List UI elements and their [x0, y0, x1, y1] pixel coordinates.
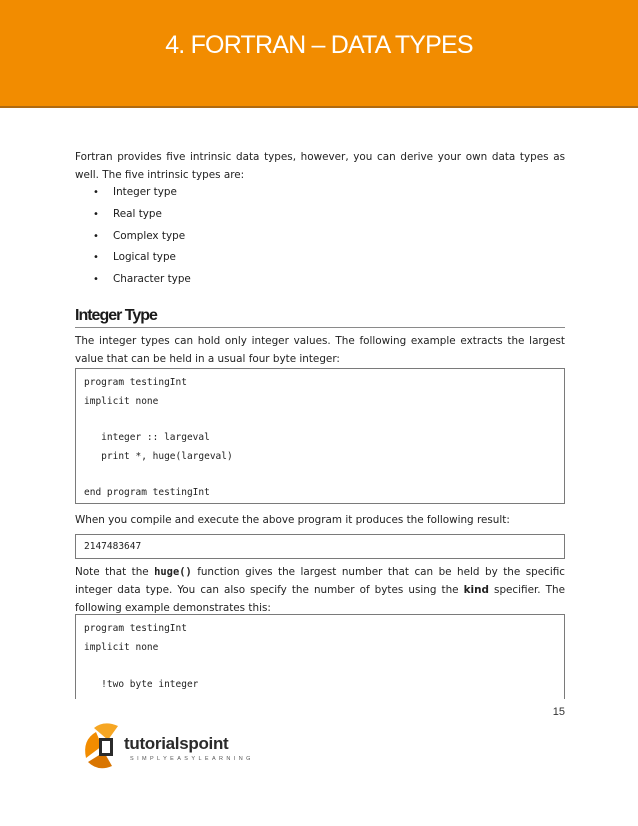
huge-function: huge() [154, 566, 192, 578]
output-line: 2147483647 [84, 541, 142, 552]
list-item-label: Complex type [113, 229, 186, 242]
chapter-banner [0, 0, 638, 108]
note-paragraph [75, 563, 565, 617]
list-item [75, 269, 565, 291]
code-line: implicit none [84, 642, 159, 653]
code-line: implicit none [84, 396, 159, 407]
data-type-list [75, 182, 565, 291]
list-item-label: Integer type [113, 186, 177, 198]
logo-text: tutorialspoint [124, 734, 229, 753]
bullet-icon: • [93, 208, 99, 220]
chapter-title: 4. FORTRAN – DATA TYPES [165, 31, 473, 59]
list-item [75, 247, 565, 269]
code-line: program testingInt [84, 377, 187, 388]
bullet-icon: • [93, 274, 99, 286]
intro-paragraph: Fortran provides five intrinsic data types, however, you can derive your own data types as well. The five intrinsic types are: [75, 151, 565, 181]
list-item [75, 182, 565, 204]
page-number: 15 [552, 706, 565, 718]
list-item-label: Logical type [113, 251, 176, 264]
code-block [75, 368, 565, 504]
result-paragraph: When you compile and execute the above program it produces the following result: [75, 514, 510, 526]
section-paragraph: The integer types can hold only integer values. The following example extracts the largest value that can be held in a usual four byte integer: [75, 335, 565, 365]
note-text: function gives the largest number that can be held by the specific integer data type. You can also specify the number of bytes using the [75, 566, 565, 596]
tutorialspoint-logo [78, 718, 258, 778]
logo-tagline: SIMPLYEASYLEARNING [130, 756, 254, 762]
logo-mark-icon [78, 718, 130, 774]
code-line: !two byte integer [84, 679, 199, 690]
code-line: integer :: largeval [84, 432, 210, 443]
code-block [75, 614, 565, 699]
section-heading: Integer Type [75, 307, 565, 328]
list-item [75, 226, 565, 248]
list-item-label: Real type [113, 207, 162, 220]
note-text: specifier. The following example demonstrates this: [75, 584, 565, 614]
code-line: program testingInt [84, 623, 187, 634]
bullet-icon: • [93, 187, 99, 198]
list-item-label: Character type [113, 273, 191, 286]
code-line: print *, huge(largeval) [84, 451, 233, 462]
note-text: Note that the [75, 566, 155, 578]
code-line: end program testingInt [84, 487, 210, 498]
bullet-icon: • [93, 230, 99, 242]
list-item [75, 204, 565, 226]
kind-keyword: kind [463, 584, 489, 596]
output-block [75, 534, 565, 559]
bullet-icon: • [93, 252, 99, 264]
